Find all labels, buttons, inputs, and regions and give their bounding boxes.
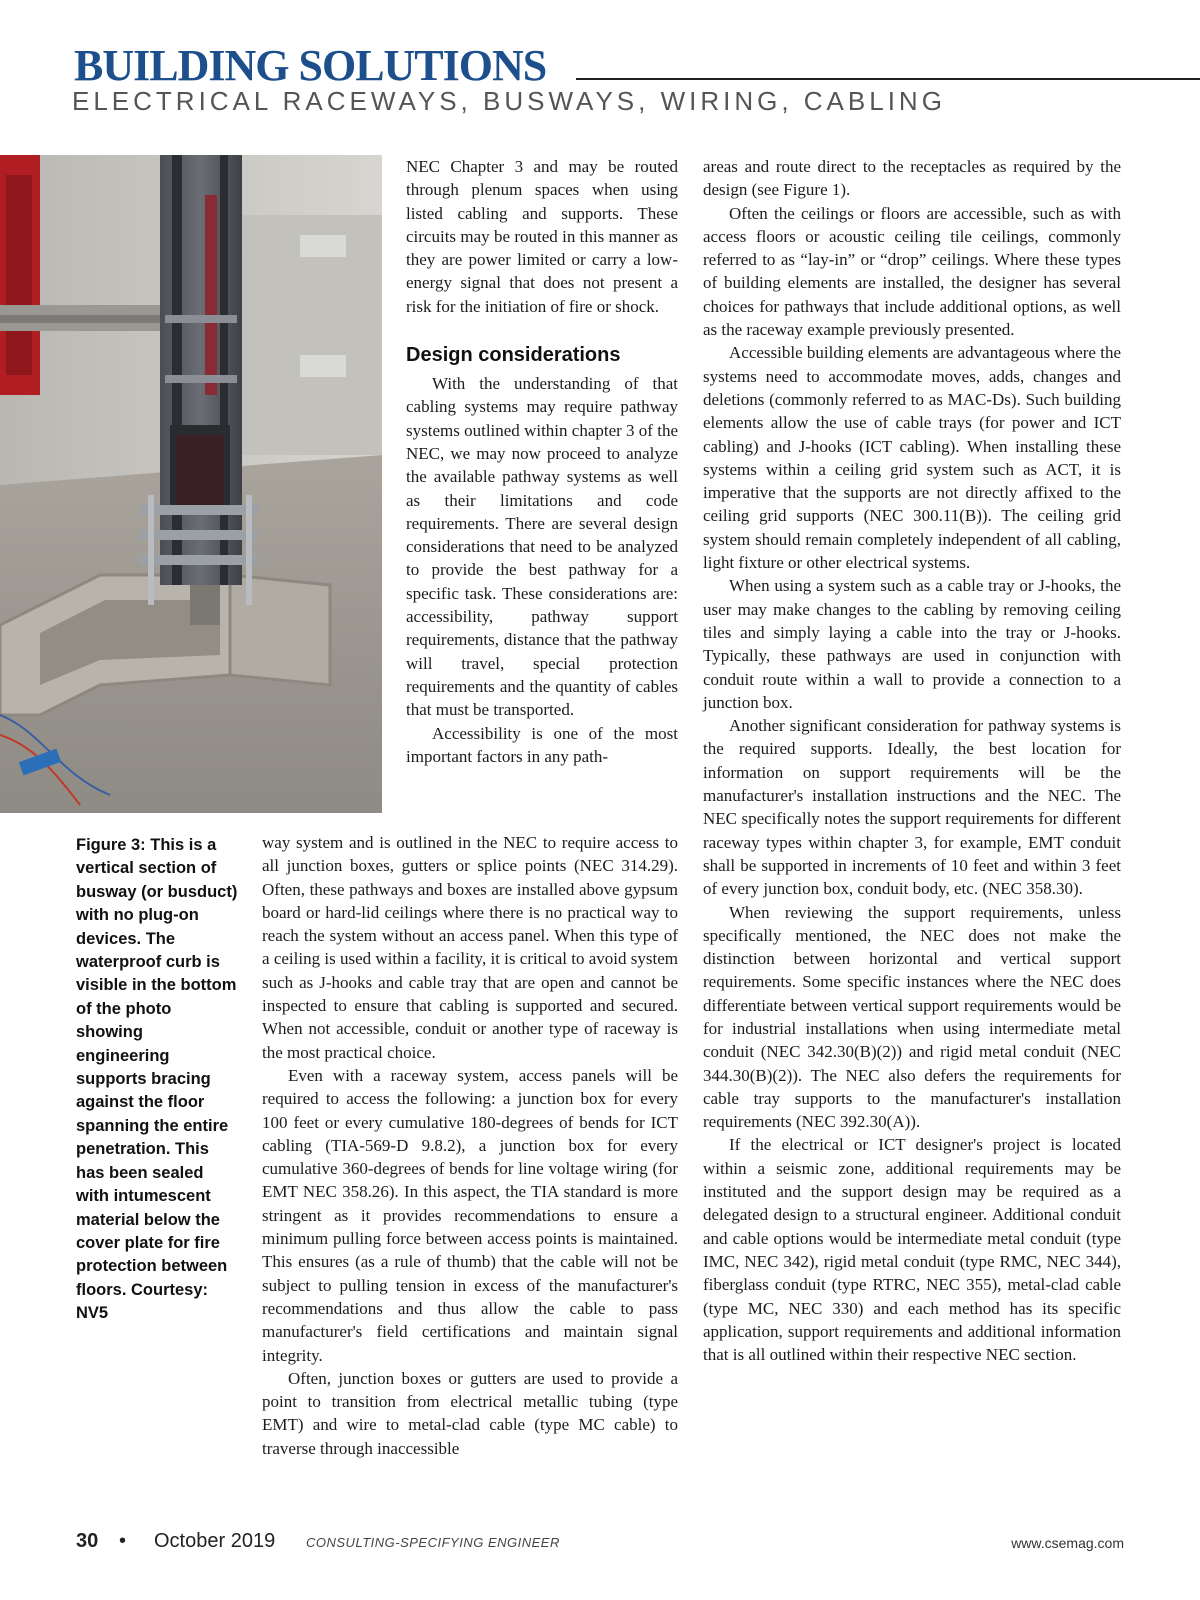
footer-bullet: • — [119, 1530, 127, 1552]
page-footer — [76, 1530, 1124, 1558]
body-paragraph: Accessible building elements are advantageous where the systems need to accommodate moves, adds, changes and deletions (commonly referred to as MAC-Ds). Such building elements allow the use of cable trays (for power and ICT cabling) and J-hooks (ICT cabling). When installing these systems within a ceiling grid system such as ACT, it is imperative that the supports are not directly affixed to the ceiling grid supports (NEC 300.11(B)). The ceiling grid system should remain completely independent of all cabling, light fixture or other electrical systems. — [703, 343, 1121, 573]
body-paragraph: Accessibility is one of the most important factors in any path- — [406, 723, 678, 766]
body-paragraph: Often the ceilings or floors are accessible, such as with access floors or acoustic ceiling tile ceilings, commonly referred to as “lay-in” or “drop” ceilings. Where these types of building elements are installed, the designer has several choices for pathways that include additional options, as well as the raceway example previously presented. — [703, 203, 1121, 340]
body-paragraph: Another significant consideration for pathway systems is the required supports. Ideally, the best location for information on support requirements will be the manufacturer's installation instructions and the NEC. The NEC specifically notes the support requirements for different raceway types within chapter 3, for example, EMT conduit shall be supported in increments of 10 feet and within 3 feet of every junction box, conduit body, etc. (NEC 358.30). — [703, 716, 1121, 899]
figure-caption: Figure 3: This is a vertical section of busway (or busduct) with no plug-on devices. The waterproof curb is visible in the bottom of the photo showing engineering supports bracing against the floor spanning the entire penetration. This has been sealed with intumescent material below the cover plate for fire protection between floors. Courtesy: NV5 — [76, 836, 238, 1323]
text-column-c — [703, 155, 1121, 1366]
page-number: 30 — [76, 1530, 99, 1552]
column-a-body — [406, 155, 678, 783]
section-subtitle: ELECTRICAL RACEWAYS, BUSWAYS, WIRING, CABLING — [72, 86, 946, 116]
busway-photo — [0, 155, 382, 813]
body-paragraph: When reviewing the support requirements, unless specifically mentioned, the NEC does not make the distinction between horizontal and vertical support requirements. Some specific instances where the NEC does differentiate between vertical support requirements would be for industrial installations when using intermediate metal conduit (NEC 342.30(B)(2)) and rigid metal conduit (NEC 344.30(B)(2)). The NEC also defers the requirements for cable tray supports to the manufacturer's installation requirements (NEC 392.30(A)). — [703, 902, 1121, 1132]
body-paragraph: Even with a raceway system, access panels will be required to access the following: a junction box for every 100 feet or every cumulative 180-degrees of bends for ICT cabling (TIA-569-D 9.8.2), a junction box for every cumulative 360-degrees of bends for line voltage wiring (for EMT NEC 358.26). In this aspect, the TIA standard is more stringent as it provides recommendations to ensure a minimum pulling force between access points is maintained. This ensures (as a rule of thumb) that the cable will not be subject to pulling tension in excess of the manufacturer's recommendations and thus allow the cable to pass manufacturer's field certifications and maintain signal integrity. — [262, 1065, 678, 1365]
busway-photo-illustration — [0, 155, 382, 813]
body-paragraph: With the understanding of that cabling systems may require pathway systems outlined within chapter 3 of the NEC, we may now proceed to analyze the available pathway systems as well as their limitations and code requirements. There are several design considerations that need to be analyzed to provide the best pathway for a specific task. These considerations are: accessibility, pathway support requirements, distance that the pathway will travel, special protection requirements and the quantity of cables that must be transported. — [406, 374, 678, 720]
issue-date: October 2019 — [154, 1530, 276, 1552]
body-paragraph: When using a system such as a cable tray or J-hooks, the user may make changes to the cabling by removing ceiling tiles and simply laying a cable into the tray or J-hooks. Typically, these pathways are used in conjunction with conduit route within a wall to provide a connection to a junction box. — [703, 576, 1121, 712]
body-paragraph: Often, junction boxes or gutters are used to provide a point to transition from electrical metallic tubing (type EMT) and wire to metal-clad cable (type MC cable) to traverse through inaccessible — [262, 1368, 678, 1458]
section-title: BUILDING SOLUTIONS — [74, 41, 547, 90]
text-column-b — [262, 831, 678, 1460]
body-paragraph: areas and route direct to the receptacles as required by the design (see Figure 1). — [703, 157, 1121, 200]
section-heading: Design considerations — [406, 344, 621, 367]
body-paragraph: NEC Chapter 3 and may be routed through plenum spaces when using listed cabling and supports. These circuits may be routed in this manner as they are power limited or carry a low-energy signal that does not present a risk for the initiation of fire or shock. — [406, 157, 678, 316]
body-paragraph: way system and is outlined in the NEC to require access to all junction boxes, gutters or splice points (NEC 314.29). Often, these pathways and boxes are installed above gypsum board or hard-lid ceilings where there is no practical way to reach the system without an access panel. When this type of a ceiling is used within a facility, it is critical to avoid system such as J-hooks and cable tray that are open and cannot be inspected to ensure that cabling is supported and secured. When not accessible, conduit or another type of raceway is the most practical choice. — [262, 833, 678, 1062]
header-rule — [576, 78, 1200, 80]
text-column-a — [406, 155, 678, 783]
website-link[interactable]: www.csemag.com — [1011, 1535, 1124, 1551]
magazine-name: CONSULTING-SPECIFYING ENGINEER — [306, 1535, 560, 1550]
body-paragraph: If the electrical or ICT designer's project is located within a seismic zone, additional requirements may be instituted and the support design may be required as a delegated design to a structural engineer. Additional conduit and cable options would be intermediate metal conduit (type IMC, NEC 342), rigid metal conduit (type RMC, NEC 344), fiberglass conduit (type RTRC, NEC 355), metal-clad cable (type MC, NEC 330) and each method has its specific application, support requirements and additional information that is all outlined within their respective NEC section. — [703, 1135, 1121, 1365]
